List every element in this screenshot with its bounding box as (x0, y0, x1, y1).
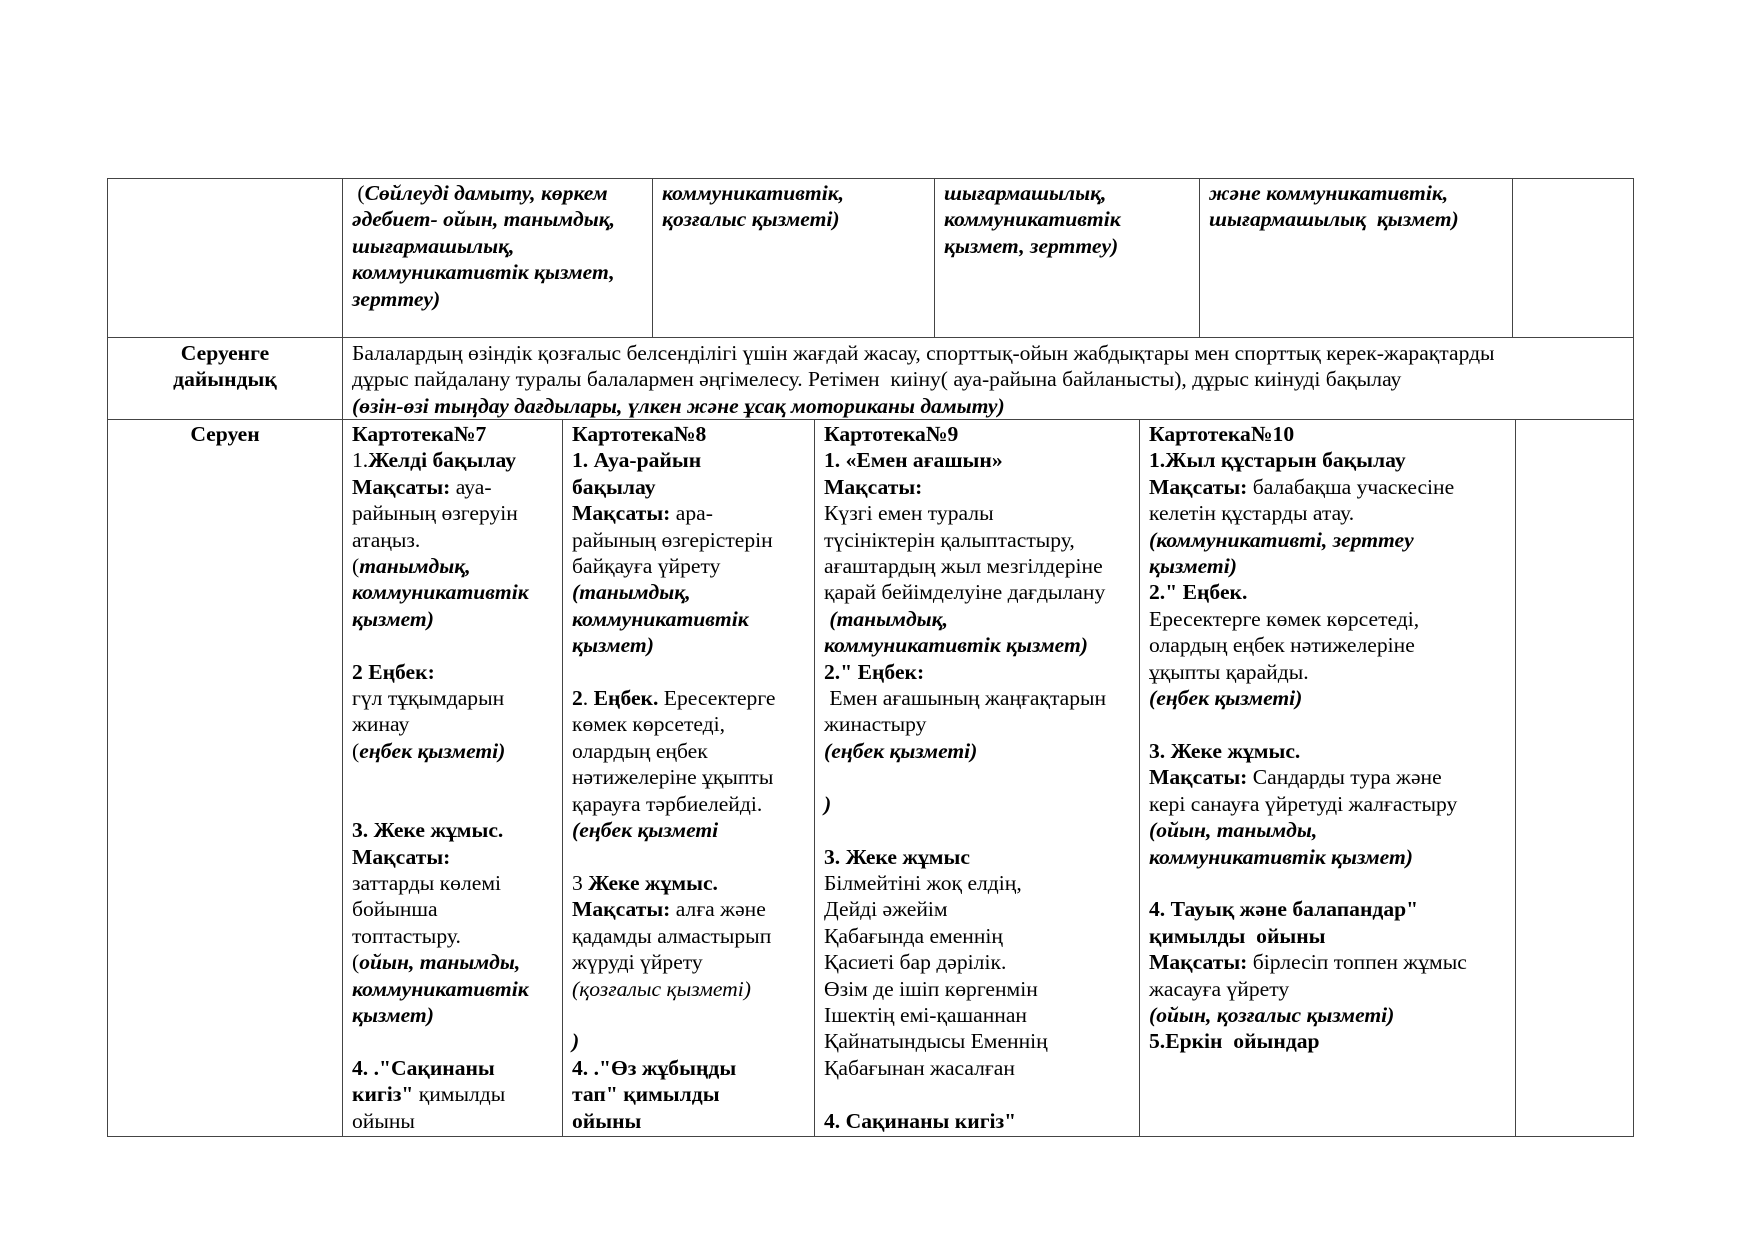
text-run: танымдық, (359, 554, 471, 579)
text-run: Сандарды тура және (1247, 765, 1442, 790)
text-run: қозғалыс қызметі) (662, 207, 840, 232)
text-line (824, 632, 1136, 658)
text-line (352, 393, 1630, 419)
text-line (1149, 764, 1513, 790)
text-line (572, 738, 812, 764)
walk-label (110, 421, 340, 447)
text-line (352, 1002, 560, 1028)
text-line (1209, 180, 1509, 206)
text-line (352, 474, 560, 500)
text-run: коммуникативтік қызмет, (352, 260, 615, 285)
text-line (824, 527, 1136, 553)
text-line (352, 421, 560, 447)
text-run: және коммуникативтік, (1209, 181, 1449, 205)
table-border-bottom (107, 1136, 1634, 1137)
text-run: (өзін-өзі тыңдау дағдылары, үлкен және ұсақ моториканы дамыту) (352, 393, 1005, 418)
text-line (944, 206, 1194, 232)
text-run: 2 (572, 686, 583, 711)
text-line (824, 1055, 1136, 1081)
text-line (572, 659, 812, 685)
text-line (352, 632, 560, 658)
text-run: Өзім де ішіп көргенмін (824, 976, 1038, 1001)
card-file-10-cell (1149, 421, 1513, 1055)
text-run: заттарды көлемі (352, 870, 501, 895)
row-divider (107, 337, 1634, 338)
text-line (352, 738, 560, 764)
text-run: 2 Еңбек: (352, 659, 435, 684)
text-line (572, 421, 812, 447)
text-line (824, 738, 1136, 764)
text-run: коммуникативтік (572, 606, 749, 631)
text-run: ұқыпты қарайды. (1149, 659, 1309, 684)
text-run: 4. Тауық және балапандар" (1149, 897, 1419, 922)
text-run: шығармашылық, (352, 233, 515, 258)
text-run: (ойын, танымды, (1149, 818, 1318, 843)
text-line (1149, 711, 1513, 737)
text-line (1149, 817, 1513, 843)
text-run: ( (352, 181, 365, 205)
row1-activities-cell (352, 180, 647, 312)
text-line (824, 685, 1136, 711)
text-line (110, 421, 340, 447)
text-line (352, 527, 560, 553)
text-run: 2." Еңбек. (1149, 580, 1248, 605)
text-run: Мақсаты: (572, 501, 671, 526)
column-divider (1515, 419, 1516, 1136)
text-run: Мақсаты: (352, 844, 451, 869)
column-divider (934, 178, 935, 337)
text-run: атаңыз. (352, 527, 421, 552)
text-run: еңбек қызметі) (359, 738, 506, 763)
text-line (824, 949, 1136, 975)
text-run: коммуникативтік қызмет) (1149, 844, 1413, 869)
text-line (572, 1108, 812, 1134)
column-divider (562, 419, 563, 1136)
text-line (572, 500, 812, 526)
text-line (824, 711, 1136, 737)
column-divider (1139, 419, 1140, 1136)
text-line (662, 180, 930, 206)
text-run: 1. «Емен ағашын» (824, 448, 1003, 473)
text-line (824, 606, 1136, 632)
text-line (352, 844, 560, 870)
text-line (572, 447, 812, 473)
text-line (572, 632, 812, 658)
text-run: 3 (572, 870, 589, 895)
text-run: Балалардың өзіндік қозғалыс белсенділігі үшін жағдай жасау, спорттық-ойын жабдықтары мен спорттық керек-жарақтарды (352, 341, 1495, 365)
text-line (824, 447, 1136, 473)
text-run: кигіз" (352, 1082, 414, 1107)
table-border-top (107, 178, 1634, 179)
text-run: Серуенге (180, 341, 270, 365)
text-run: Қайнатындысы Еменнің (824, 1029, 1048, 1054)
text-run: 1.Жыл құстарын бақылау (1149, 448, 1406, 473)
text-run: Картотека№8 (572, 422, 707, 446)
text-line (824, 870, 1136, 896)
text-run: (еңбек қызметі (572, 818, 719, 843)
text-run: (коммуникативті, зерттеу (1149, 527, 1414, 552)
text-line (1149, 447, 1513, 473)
text-run: әдебиет- ойын, танымдық, (352, 207, 616, 232)
text-line (352, 764, 560, 790)
text-line (572, 1055, 812, 1081)
text-line (110, 340, 340, 366)
text-line (824, 1108, 1136, 1134)
text-line (572, 579, 812, 605)
text-run: қарауға тәрбиелейді. (572, 791, 763, 816)
text-line (824, 764, 1136, 790)
text-run: қарай бейімделуіне дағдылану (824, 580, 1106, 605)
text-line (352, 259, 647, 285)
text-line (1149, 606, 1513, 632)
text-line (824, 500, 1136, 526)
text-line (1149, 527, 1513, 553)
text-run: қызмет, зерттеу) (944, 233, 1119, 258)
text-line (352, 949, 560, 975)
text-line (352, 896, 560, 922)
text-line (1149, 579, 1513, 605)
column-divider (342, 178, 343, 1136)
text-line (352, 1108, 560, 1134)
text-run: шығармашылық, (944, 181, 1107, 205)
column-divider (1512, 178, 1513, 337)
column-divider (1199, 178, 1200, 337)
text-line (352, 870, 560, 896)
text-run: балабақша учаскесіне (1247, 474, 1455, 499)
text-run: (ойын, қозғалыс қызметі) (1149, 1002, 1395, 1027)
text-run: 1. Ауа-райын (572, 448, 702, 473)
walk-preparation-content (352, 340, 1630, 419)
text-run: ( (352, 554, 360, 579)
text-run: жүруді үйрету (572, 950, 703, 975)
column-divider (814, 419, 815, 1136)
text-run: (танымдық, (824, 606, 948, 631)
text-line (572, 527, 812, 553)
row1-activities-cell (662, 180, 930, 233)
text-line (944, 233, 1194, 259)
text-run: жасауға үйрету (1149, 976, 1290, 1001)
text-line (1149, 500, 1513, 526)
text-run: топтастыру. (352, 923, 461, 948)
text-line (1149, 976, 1513, 1002)
text-line (1149, 659, 1513, 685)
text-run: Мақсаты: (572, 897, 671, 922)
text-run: гүл тұқымдарын (352, 686, 505, 711)
text-run: Күзгі емен туралы (824, 501, 994, 526)
text-line (1149, 896, 1513, 922)
text-run: Еңбек. (593, 686, 659, 711)
text-line (824, 1028, 1136, 1054)
row1-activities-cell (1209, 180, 1509, 233)
text-run: ойын, танымды, (359, 950, 521, 975)
text-run: бойынша (352, 897, 438, 922)
text-line (824, 896, 1136, 922)
walk-preparation-label (110, 340, 340, 393)
text-line (352, 447, 560, 473)
text-line (824, 923, 1136, 949)
text-line (572, 685, 812, 711)
table-border-left (107, 178, 108, 1136)
text-line (824, 553, 1136, 579)
text-line (352, 1081, 560, 1107)
text-run: Қабағында еменнің (824, 923, 1003, 948)
text-line (572, 791, 812, 817)
text-run: Ішектің емі-қашаннан (824, 1002, 1027, 1027)
text-run: (қозғалыс қызметі) (572, 976, 751, 1001)
text-run: Серуен (190, 422, 260, 446)
text-run: Картотека№7 (352, 422, 487, 446)
text-run: (еңбек қызметі) (1149, 686, 1303, 711)
text-run: 3. Жеке жұмыс (824, 844, 970, 869)
text-line (1149, 844, 1513, 870)
text-run: қызмет) (352, 606, 434, 631)
card-file-8-cell (572, 421, 812, 1134)
text-run: қимылды ойыны (1149, 923, 1326, 948)
text-run: Картотека№9 (824, 422, 959, 446)
text-run: Мақсаты: (1149, 474, 1248, 499)
text-line (662, 206, 930, 232)
text-line (352, 659, 560, 685)
text-line (944, 180, 1194, 206)
text-run: Мақсаты: (352, 474, 451, 499)
text-line (572, 976, 812, 1002)
text-line (1149, 474, 1513, 500)
text-line (1149, 685, 1513, 711)
text-run: олардың еңбек нәтижелеріне (1149, 633, 1415, 658)
text-line (824, 579, 1136, 605)
text-line (352, 976, 560, 1002)
text-run: тап" қимылды (572, 1082, 720, 1107)
column-divider (652, 178, 653, 337)
text-run: жинау (352, 712, 410, 737)
text-line (352, 685, 560, 711)
text-run: қызмет) (352, 1002, 434, 1027)
text-line (572, 844, 812, 870)
text-run: коммуникативтік (352, 976, 529, 1001)
text-run: (танымдық, (572, 580, 691, 605)
text-run: ( (352, 950, 360, 975)
text-line (824, 421, 1136, 447)
text-run: жинастыру (824, 712, 927, 737)
text-run: 4. Сақинаны кигіз" (824, 1108, 1017, 1133)
text-line (352, 606, 560, 632)
text-run: ара- (670, 501, 713, 526)
text-line (352, 1028, 560, 1054)
text-line (1149, 553, 1513, 579)
text-line (824, 659, 1136, 685)
text-run: коммуникативтік қызмет) (824, 633, 1088, 658)
text-run: ағаштардың жыл мезгілдеріне (824, 554, 1103, 579)
text-run: Қасиеті бар дәрілік. (824, 950, 1007, 975)
text-line (1149, 870, 1513, 896)
text-run: ауа- (450, 474, 492, 499)
text-line (352, 553, 560, 579)
text-run: келетін құстарды атау. (1149, 501, 1355, 526)
text-run: Жеке жұмыс. (588, 870, 718, 895)
text-run: Мақсаты: (1149, 765, 1248, 790)
text-run: алға және (670, 897, 766, 922)
text-run: Мақсаты: (824, 474, 923, 499)
text-line (572, 870, 812, 896)
text-run: коммуникативтік, (662, 181, 845, 205)
text-run: дұрыс пайдалану туралы балалармен әңгімелесу. Ретімен киіну( ауа-райына байланысты), дұрыс киінуді бақылау (352, 367, 1402, 392)
text-run: ) (572, 1029, 580, 1054)
text-line (572, 1081, 812, 1107)
text-run: байқауға үйрету (572, 554, 721, 579)
text-run: нәтижелеріне ұқыпты (572, 765, 774, 790)
text-run: Желді бақылау (368, 448, 516, 473)
text-line (352, 817, 560, 843)
text-run: райының өзгеруін (352, 501, 518, 526)
text-line (352, 180, 647, 206)
text-line (1149, 1002, 1513, 1028)
card-file-7-cell (352, 421, 560, 1134)
text-line (1149, 923, 1513, 949)
text-line (572, 711, 812, 737)
text-run: түсініктерін қалыптастыру, (824, 527, 1075, 552)
text-line (110, 366, 340, 392)
text-run: Ересектерге (658, 686, 776, 711)
text-line (352, 233, 647, 259)
text-run: шығармашылық қызмет) (1209, 207, 1459, 232)
card-file-9-cell (824, 421, 1136, 1134)
text-line (572, 553, 812, 579)
text-line (1149, 632, 1513, 658)
text-line (824, 474, 1136, 500)
text-run: (еңбек қызметі) (824, 738, 978, 763)
text-run: 2." Еңбек: (824, 659, 925, 684)
text-run: ойыны (572, 1108, 642, 1133)
text-line (572, 949, 812, 975)
text-line (352, 286, 647, 312)
text-run: 3. Жеке жұмыс. (352, 818, 504, 843)
text-run: 5.Еркін ойындар (1149, 1029, 1320, 1054)
text-line (1149, 949, 1513, 975)
text-line (572, 1002, 812, 1028)
text-line (824, 791, 1136, 817)
text-run: кері санауға үйретуді жалғастыру (1149, 791, 1458, 816)
text-line (824, 1081, 1136, 1107)
text-run: 4. ."Сақинаны (352, 1055, 495, 1080)
text-run: зерттеу) (352, 286, 441, 311)
text-line (572, 764, 812, 790)
text-run: қызметі) (1149, 554, 1237, 579)
text-line (352, 711, 560, 737)
text-run: Картотека№10 (1149, 422, 1295, 446)
text-run: Ересектерге көмек көрсетеді, (1149, 606, 1420, 631)
text-run: райының өзгерістерін (572, 527, 773, 552)
text-run: бірлесіп топпен жұмыс (1247, 950, 1467, 975)
text-run: 4. ."Өз жұбыңды (572, 1055, 737, 1080)
text-run: Мақсаты: (1149, 950, 1248, 975)
text-run: Қабағынан жасалған (824, 1055, 1015, 1080)
text-run: дайындық (173, 367, 277, 392)
text-line (572, 606, 812, 632)
text-line (1209, 206, 1509, 232)
text-run: олардың еңбек (572, 738, 708, 763)
text-line (824, 844, 1136, 870)
text-run: коммуникативтік (352, 580, 529, 605)
text-line (1149, 738, 1513, 764)
text-run: 1. (352, 448, 369, 473)
text-line (572, 923, 812, 949)
text-run: қызмет) (572, 633, 654, 658)
row1-activities-cell (944, 180, 1194, 259)
text-run: ( (352, 738, 360, 763)
text-run: Дейді әжейім (824, 897, 948, 922)
text-run: . (582, 686, 594, 711)
text-run: көмек көрсетеді, (572, 712, 726, 737)
text-run: Емен ағашының жаңғақтарын (824, 686, 1107, 711)
text-run: коммуникативтік (944, 207, 1121, 232)
text-run: бақылау (572, 474, 656, 499)
text-run: Білмейтіні жоқ елдің, (824, 870, 1022, 895)
text-line (572, 474, 812, 500)
text-line (352, 923, 560, 949)
text-line (352, 1055, 560, 1081)
text-line (352, 340, 1630, 366)
text-line (1149, 421, 1513, 447)
text-line (352, 366, 1630, 392)
text-run: ) (824, 791, 832, 816)
text-line (1149, 791, 1513, 817)
text-line (824, 817, 1136, 843)
text-line (352, 206, 647, 232)
text-run: 3. Жеке жұмыс. (1149, 738, 1301, 763)
text-line (572, 896, 812, 922)
text-run: қимылды (413, 1082, 506, 1107)
text-line (1149, 1028, 1513, 1054)
text-line (824, 976, 1136, 1002)
text-run: Сөйлеуді дамыту, көркем (364, 181, 608, 205)
text-line (352, 579, 560, 605)
text-run: қадамды алмастырып (572, 923, 772, 948)
text-line (824, 1002, 1136, 1028)
text-line (352, 791, 560, 817)
text-line (572, 1028, 812, 1054)
text-run: ойыны (352, 1108, 415, 1133)
text-line (572, 817, 812, 843)
table-border-right (1633, 178, 1634, 1136)
text-line (352, 500, 560, 526)
